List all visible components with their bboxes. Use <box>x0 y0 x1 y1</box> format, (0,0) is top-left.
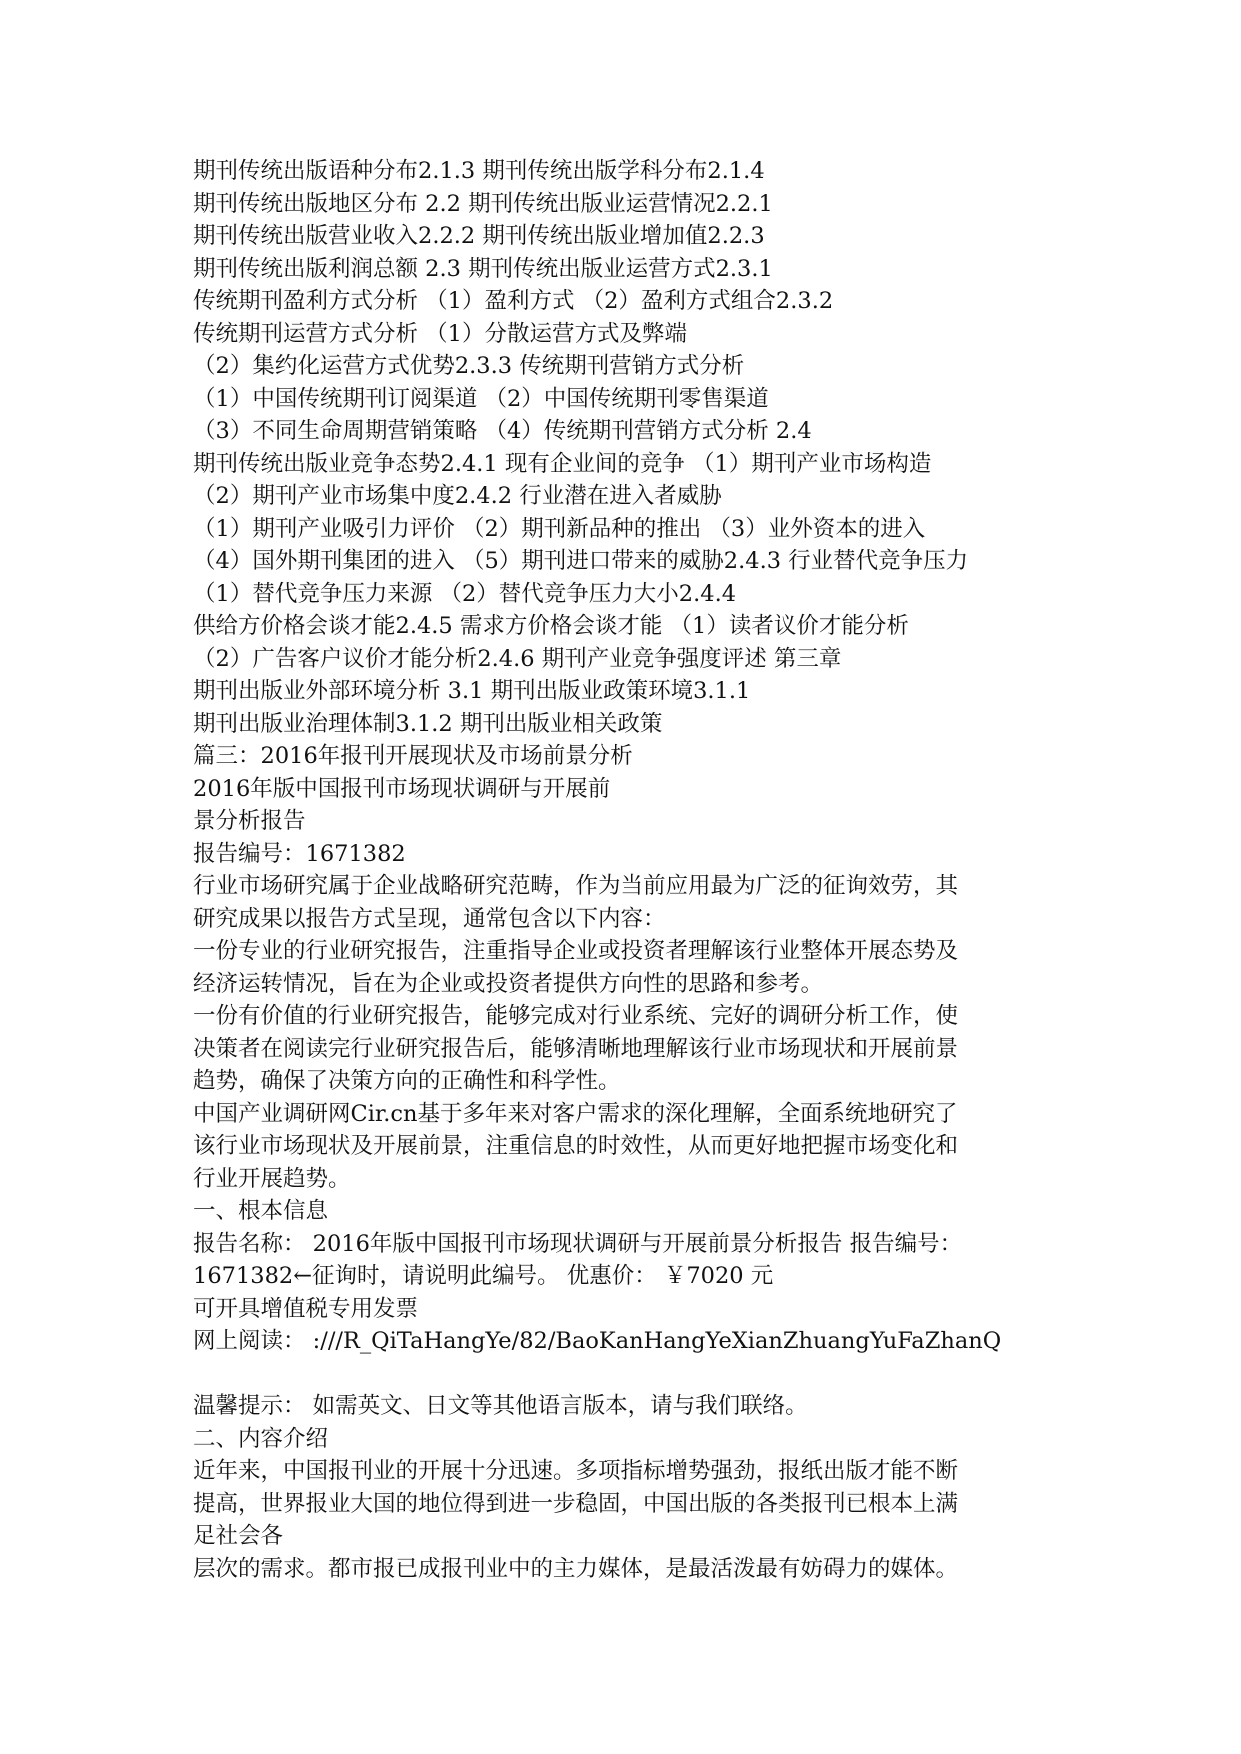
report-number: 报告编号：1671382 <box>193 840 406 867</box>
blank-line <box>193 1358 1053 1391</box>
text-line: 行业市场研究属于企业战略研究范畴，作为当前应用最为广泛的征询效劳，其 <box>193 873 959 899</box>
text-line: （3）不同生命周期营销策略 （4）传统期刊营销方式分析 2.4 <box>193 418 812 444</box>
text-line: （1）中国传统期刊订阅渠道 （2）中国传统期刊零售渠道 <box>193 385 769 412</box>
text-line: 行业开展趋势。 <box>193 1165 351 1192</box>
text-line: 趋势，确保了决策方向的正确性和科学性。 <box>193 1068 621 1094</box>
text-line: 研究成果以报告方式呈现，通常包含以下内容： <box>193 905 666 932</box>
report-title: 2016年版中国报刊市场现状调研与开展前 <box>193 775 611 802</box>
text-line: 决策者在阅读完行业研究报告后，能够清晰地理解该行业市场现状和开展前景 <box>193 1035 959 1062</box>
text-line: 期刊出版业外部环境分析 3.1 期刊出版业政策环境3.1.1 <box>193 678 751 704</box>
text-line: 层次的需求。都市报已成报刊业中的主力媒体，是最活泼最有妨碍力的媒体。 <box>193 1555 959 1582</box>
report-title: 景分析报告 <box>193 808 306 834</box>
text-line: （1）期刊产业吸引力评价 （2）期刊新品种的推出 （3）业外资本的进入 <box>193 515 926 542</box>
text-line: 足社会各 <box>193 1523 284 1549</box>
text-line: 一份专业的行业研究报告，注重指导企业或投资者理解该行业整体开展态势及 <box>193 938 959 964</box>
text-line: 期刊传统出版语种分布2.1.3 期刊传统出版学科分布2.1.4 <box>193 158 765 184</box>
text-line: 期刊传统出版地区分布 2.2 期刊传统出版业运营情况2.2.1 <box>193 190 773 217</box>
text-line: （2）期刊产业市场集中度2.4.2 行业潜在进入者威胁 <box>193 483 722 509</box>
text-line: 1671382←征询时，请说明此编号。 优惠价： ￥7020 元 <box>193 1263 774 1289</box>
text-line: 期刊传统出版营业收入2.2.2 期刊传统出版业增加值2.2.3 <box>193 223 765 249</box>
text-line: （2）广告客户议价才能分析2.4.6 期刊产业竞争强度评述 第三章 <box>193 645 842 672</box>
section-heading: 篇三：2016年报刊开展现状及市场前景分析 <box>193 743 633 769</box>
text-line: 温馨提示： 如需英文、日文等其他语言版本，请与我们联络。 <box>193 1393 808 1419</box>
text-line: 报告名称： 2016年版中国报刊市场现状调研与开展前景分析报告 报告编号： <box>193 1230 963 1257</box>
text-line: 近年来，中国报刊业的开展十分迅速。多项指标增势强劲，报纸出版才能不断 <box>193 1458 959 1484</box>
text-line: 期刊出版业治理体制3.1.2 期刊出版业相关政策 <box>193 710 663 737</box>
text-line: 期刊传统出版利润总额 2.3 期刊传统出版业运营方式2.3.1 <box>193 255 773 282</box>
section-heading: 二、内容介绍 <box>193 1425 329 1452</box>
text-line: （2）集约化运营方式优势2.3.3 传统期刊营销方式分析 <box>193 353 745 379</box>
text-line: 该行业市场现状及开展前景，注重信息的时效性，从而更好地把握市场变化和 <box>193 1133 959 1159</box>
text-line: （4）国外期刊集团的进入 （5）期刊进口带来的威胁2.4.3 行业替代竞争压力 <box>193 548 969 574</box>
text-line: 一份有价值的行业研究报告，能够完成对行业系统、完好的调研分析工作，使 <box>193 1003 959 1029</box>
document-body <box>193 155 1053 1585</box>
text-line: 可开具增值税专用发票 <box>193 1295 419 1322</box>
text-line: 期刊传统出版业竞争态势2.4.1 现有企业间的竞争 （1）期刊产业市场构造 <box>193 450 932 477</box>
text-line: 经济运转情况，旨在为企业或投资者提供方向性的思路和参考。 <box>193 970 824 997</box>
online-reading-link[interactable]: 网上阅读： :///R_QiTaHangYe/82/BaoKanHangYeXianZhuangYuFaZhanQ <box>193 1328 1002 1354</box>
section-heading: 一、根本信息 <box>193 1198 329 1224</box>
text-line: 传统期刊运营方式分析 （1）分散运营方式及弊端 <box>193 320 687 347</box>
text-line: 传统期刊盈利方式分析 （1）盈利方式 （2）盈利方式组合2.3.2 <box>193 288 834 314</box>
text-line: 提高，世界报业大国的地位得到进一步稳固，中国出版的各类报刊已根本上满 <box>193 1490 959 1517</box>
text-line: （1）替代竞争压力来源 （2）替代竞争压力大小2.4.4 <box>193 580 737 607</box>
text-line: 中国产业调研网Cir.cn基于多年来对客户需求的深化理解，全面系统地研究了 <box>193 1100 958 1127</box>
text-line: 供给方价格会谈才能2.4.5 需求方价格会谈才能 （1）读者议价才能分析 <box>193 613 909 639</box>
